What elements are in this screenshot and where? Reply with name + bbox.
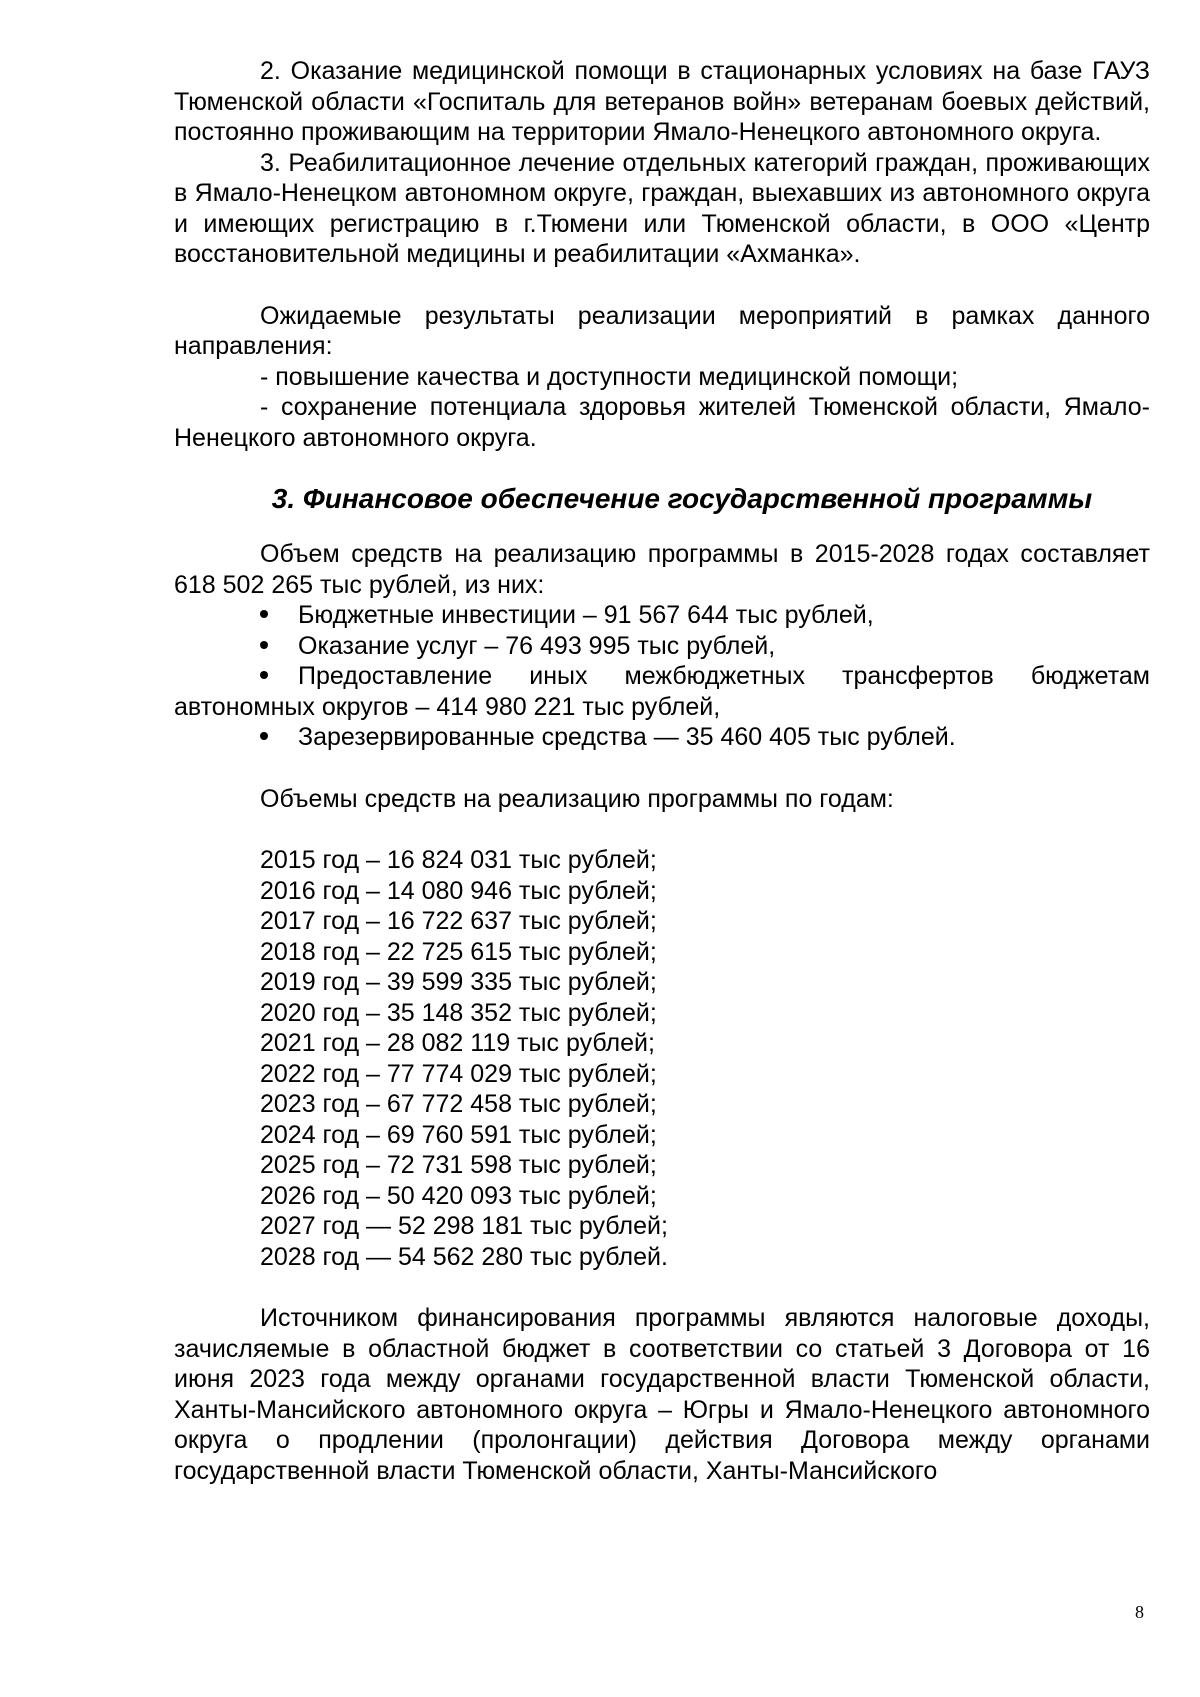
year-row: 2016 год – 14 080 946 тыс рублей;	[260, 876, 657, 905]
expected-result-item: - сохранение потенциала здоровья жителей Тюменской области, Ямало-Ненецкого автономного округа.	[174, 393, 1150, 452]
years-list	[174, 845, 1150, 1272]
funding-bullet-item	[174, 661, 1150, 722]
year-row: 2027 год — 52 298 181 тыс рублей;	[260, 1212, 668, 1240]
year-row: 2026 год – 50 420 093 тыс рублей;	[260, 1181, 657, 1210]
year-row: 2018 год – 22 725 615 тыс рублей;	[260, 937, 657, 966]
year-row: 2019 год – 39 599 335 тыс рублей;	[260, 968, 657, 996]
funding-bullet-item	[174, 600, 1150, 631]
section-heading: 3. Финансовое обеспечение государственной программы	[271, 483, 1093, 514]
paragraph-item-2: 2. Оказание медицинской помощи в стационарных условиях на базе ГАУЗ Тюменской области «Госпиталь для ветеранов войн» ветеранам боевых действий, постоянно проживающим на территории Ямало-Ненецкого автономного округа.	[174, 57, 1150, 146]
year-row: 2028 год — 54 562 280 тыс рублей.	[260, 1242, 668, 1271]
bullet-icon	[260, 600, 298, 631]
funding-source-paragraph: Источником финансирования программы являются налоговые доходы, зачисляемые в областной бюджет в соответствии со статьей 3 Договора от 16 июня 2023 года между органами государственной власти Тюменской области, Ханты-Мансийского автономного округа – Югры и Ямало-Ненецкого автономного округа о продлении (пролонгации) действия Договора между органами государственной власти Тюменской области, Ханты-Мансийского	[174, 1304, 1150, 1485]
expected-results-intro: Ожидаемые результаты реализации мероприятий в рамках данного направления:	[174, 301, 1150, 360]
bullet-icon	[260, 661, 298, 692]
year-row: 2020 год – 35 148 352 тыс рублей;	[260, 998, 657, 1027]
funding-bullet-text: Бюджетные инвестиции – 91 567 644 тыс рублей,	[298, 601, 874, 629]
spacer	[174, 270, 1150, 301]
year-row: 2015 год – 16 824 031 тыс рублей;	[260, 846, 657, 874]
paragraph-item-3: 3. Реабилитационное лечение отдельных категорий граждан, проживающих в Ямало-Ненецком автономном округе, граждан, выехавших из автономного округа и имеющих регистрацию в г.Тюмени или Тюменской области, в ООО «Центр восстановительной медицины и реабилитации «Ахманка».	[174, 148, 1150, 268]
year-row: 2024 год – 69 760 591 тыс рублей;	[260, 1120, 657, 1149]
spacer	[174, 814, 1150, 845]
year-row: 2023 год – 67 772 458 тыс рублей;	[260, 1090, 657, 1118]
year-row: 2022 год – 77 774 029 тыс рублей;	[260, 1059, 657, 1088]
expected-result-item: - повышение качества и доступности медицинской помощи;	[260, 362, 959, 391]
by-years-title: Объемы средств на реализацию программы по годам:	[260, 784, 894, 813]
page-content	[174, 56, 1150, 1486]
bullet-icon	[260, 722, 298, 753]
spacer	[174, 1272, 1150, 1303]
funding-bullet-text: Оказание услуг – 76 493 995 тыс рублей,	[298, 631, 776, 660]
year-row: 2021 год – 28 082 119 тыс рублей;	[260, 1029, 655, 1057]
bullet-icon	[260, 631, 298, 662]
funding-volume-paragraph: Объем средств на реализацию программы в 2015-2028 годах составляет 618 502 265 тыс рублей, из них:	[174, 540, 1150, 599]
funding-bullet-text: Зарезервированные средства — 35 460 405 тыс рублей.	[298, 723, 956, 751]
year-row: 2025 год – 72 731 598 тыс рублей;	[260, 1151, 657, 1179]
page-number: 8	[1135, 1602, 1144, 1622]
funding-bullet-item	[174, 722, 1150, 753]
year-row: 2017 год – 16 722 637 тыс рублей;	[260, 907, 657, 935]
funding-bullet-item	[174, 631, 1150, 662]
funding-bullet-text: Предоставление иных межбюджетных трансфертов бюджетам автономных округов – 414 980 221 тыс рублей,	[174, 662, 1150, 721]
spacer	[174, 753, 1150, 784]
